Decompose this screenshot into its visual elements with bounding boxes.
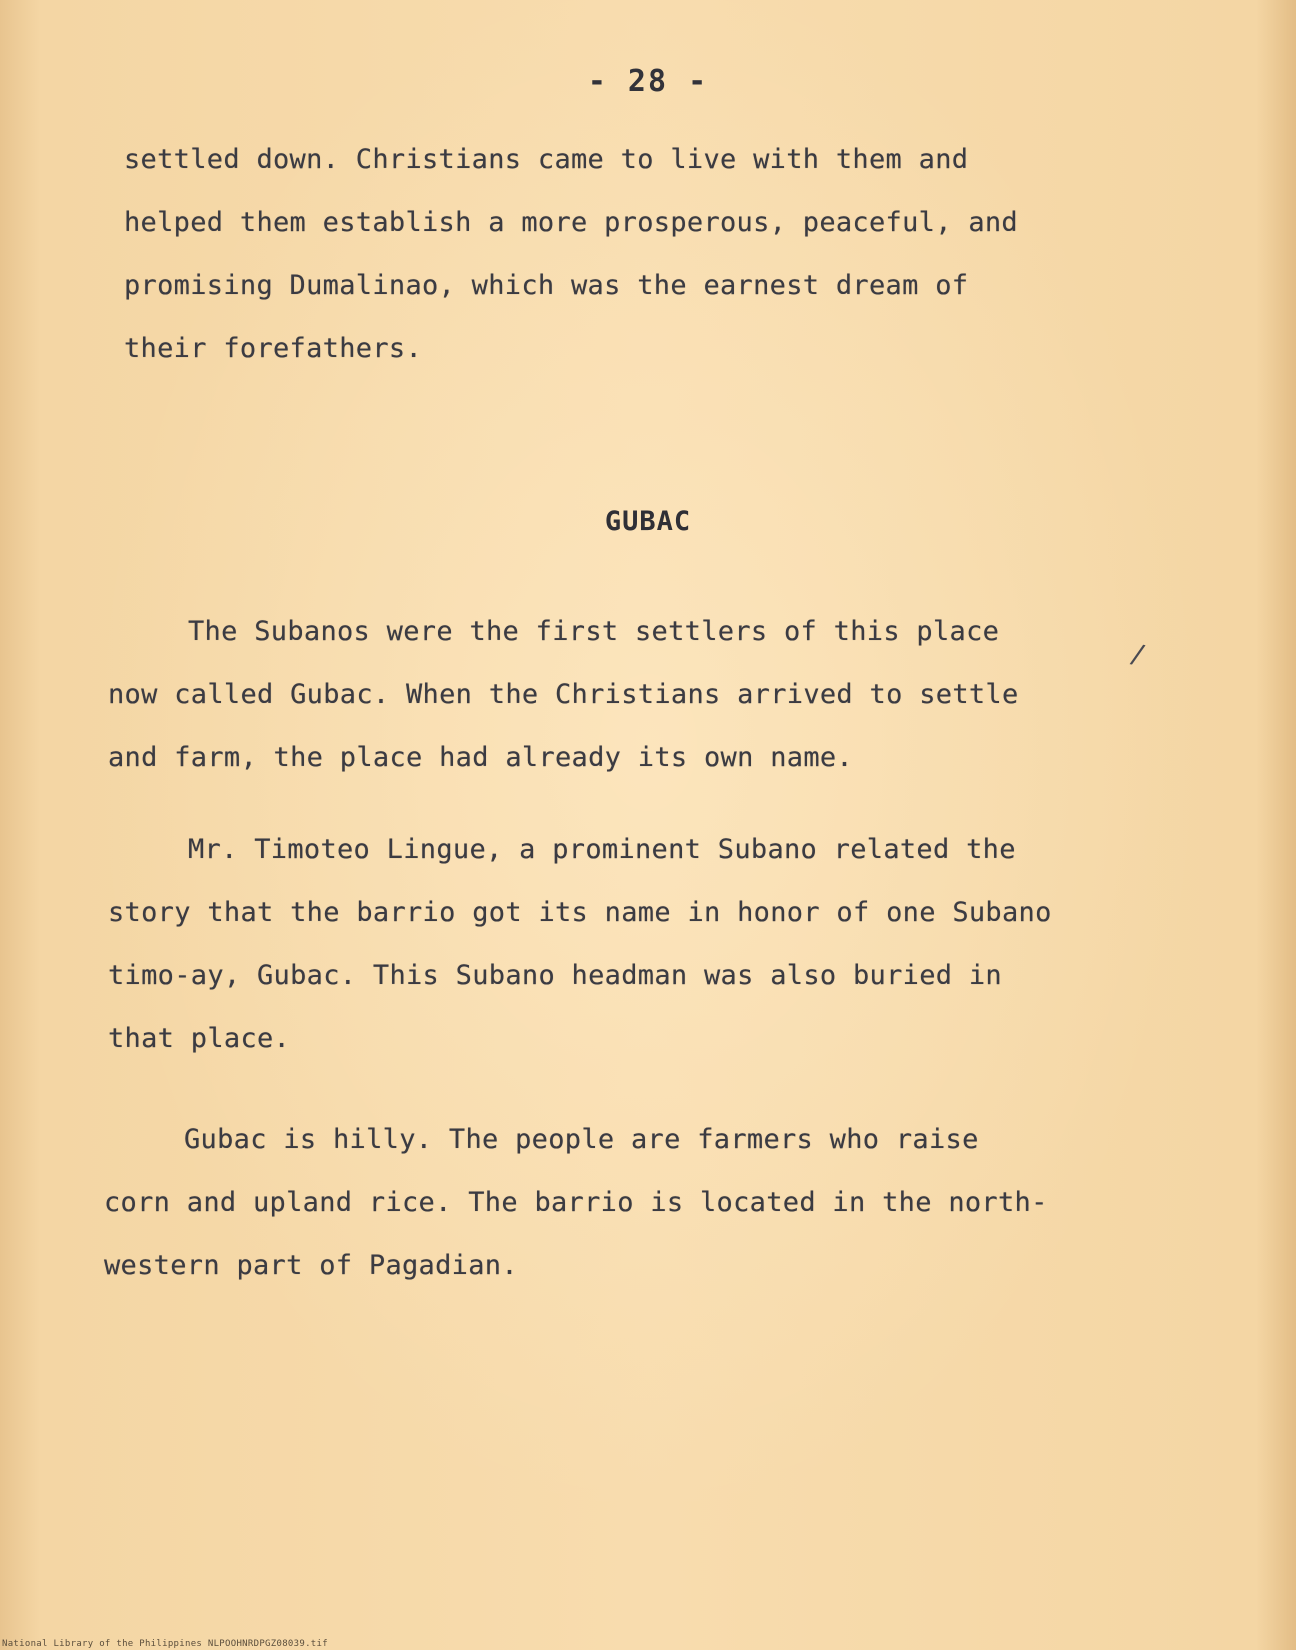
paragraph-line: that place.	[108, 1023, 291, 1054]
intro-line: their forefathers.	[124, 333, 422, 364]
paragraph-line: western part of Pagadian.	[104, 1250, 518, 1281]
intro-paragraph	[124, 128, 1134, 380]
intro-line: promising Dumalinao, which was the earnest dream of	[124, 270, 969, 301]
intro-line: settled down. Christians came to live with them and	[124, 144, 969, 175]
page-number: - 28 -	[587, 64, 709, 99]
paragraph-origin	[108, 600, 1118, 789]
paragraph-geography	[104, 1108, 1114, 1297]
paragraph-line: Mr. Timoteo Lingue, a prominent Subano related the	[188, 834, 1016, 865]
paragraph-name-story	[108, 818, 1118, 1070]
paragraph-line: now called Gubac. When the Christians arrived to settle	[108, 679, 1019, 710]
paragraph-line: story that the barrio got its name in honor of one Subano	[108, 897, 1052, 928]
paragraph-line: Gubac is hilly. The people are farmers who raise	[184, 1124, 979, 1155]
paragraph-line: corn and upland rice. The barrio is located in the north-	[104, 1187, 1048, 1218]
paragraph-line: and farm, the place had already its own name.	[108, 742, 853, 773]
paragraph-line: The Subanos were the first settlers of this place	[188, 616, 1000, 647]
margin-mark: /	[1127, 638, 1149, 672]
section-heading: GUBAC	[604, 506, 692, 537]
intro-line: helped them establish a more prosperous, peaceful, and	[124, 207, 1018, 238]
archive-footer: National Library of the Philippines NLPOOHNRDPGZ08039.tif	[2, 1639, 328, 1649]
paragraph-line: timo-ay, Gubac. This Subano headman was also buried in	[108, 960, 1002, 991]
